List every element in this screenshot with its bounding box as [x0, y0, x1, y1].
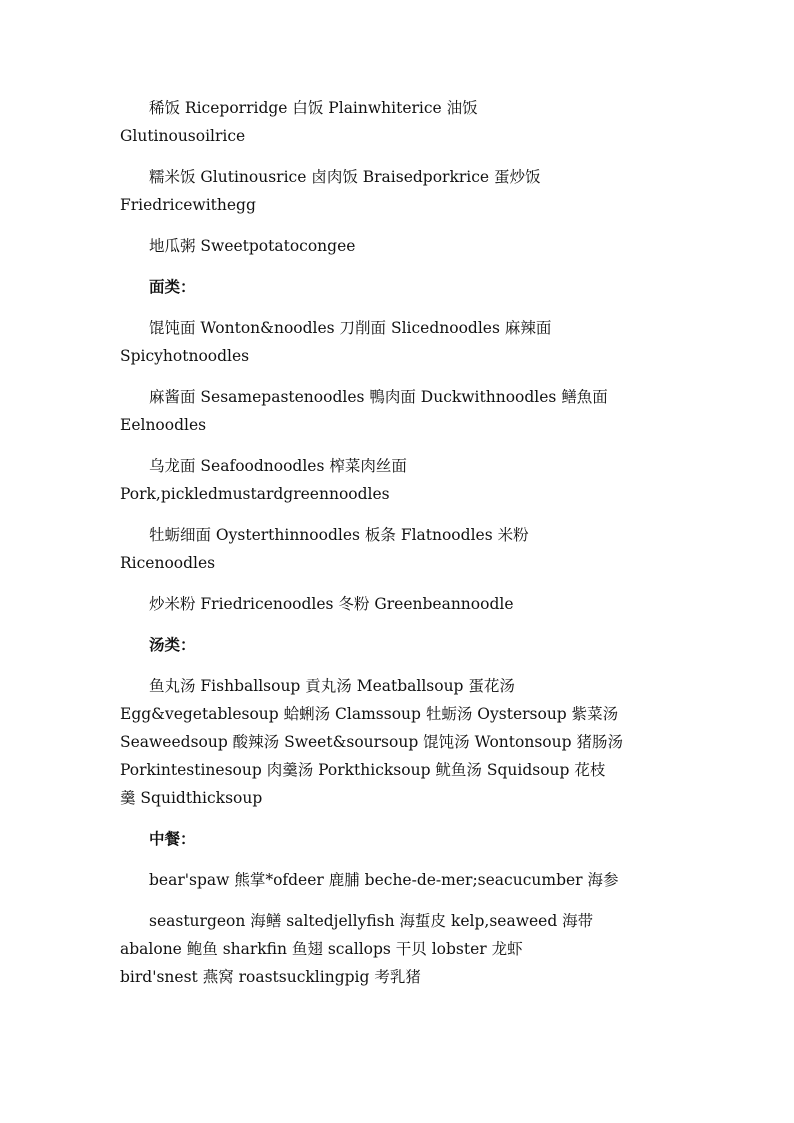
menu-line-noodles-5: 炒米粉 Friedricenoodles 冬粉 Greenbeannoodle: [149, 595, 514, 613]
menu-line-chinese-2: seasturgeon 海鳝 saltedjellyfish 海蜇皮 kelp,seaweed 海带: [149, 912, 594, 930]
menu-line-noodles-2: 麻酱面 Sesamepastenoodles 鴨肉面 Duckwithnoodles 鳝魚面: [149, 388, 608, 406]
section-heading-soups: 汤类：: [149, 636, 196, 654]
menu-line-soups-2: Egg&vegetablesoup 蛤蜊汤 Clamssoup 牡蛎汤 Oystersoup 紫菜汤: [120, 705, 619, 723]
menu-line-noodles-2-cont: Eelnoodles: [120, 416, 207, 434]
menu-line-chinese-3: abalone 鲍鱼 sharkfin 鱼翅 scallops 干贝 lobster 龙虾: [120, 940, 523, 958]
menu-line-noodles-3: 乌龙面 Seafoodnoodles 榨菜肉丝面: [149, 457, 407, 475]
menu-line-soups-4: Porkintestinesoup 肉羹汤 Porkthicksoup 鱿鱼汤 Squidsoup 花枝: [120, 761, 606, 779]
menu-line-noodles-4: 牡蛎细面 Oysterthinnoodles 板条 Flatnoodles 米粉: [149, 526, 529, 544]
menu-line-congee: 地瓜粥 Sweetpotatocongee: [149, 237, 356, 255]
menu-line-soups-3: Seaweedsoup 酸辣汤 Sweet&soursoup 馄饨汤 Wontonsoup 猪肠汤: [120, 733, 623, 751]
menu-line-soups-1: 鱼丸汤 Fishballsoup 貢丸汤 Meatballsoup 蛋花汤: [149, 677, 515, 695]
menu-line-rice-1: 稀饭 Riceporridge 白饭 Plainwhiterice 油饭: [149, 99, 478, 117]
menu-line-noodles-4-cont: Ricenoodles: [120, 554, 216, 572]
menu-line-rice-2-cont: Friedricewithegg: [120, 196, 256, 214]
menu-line-noodles-1-cont: Spicyhotnoodles: [120, 347, 250, 365]
menu-line-chinese-1: bear'spaw 熊掌*ofdeer 鹿脯 beche-de-mer;seacucumber 海参: [149, 871, 619, 889]
section-heading-noodles: 面类：: [149, 278, 196, 296]
menu-line-rice-2: 糯米饭 Glutinousrice 卤肉饭 Braisedporkrice 蛋炒饭: [149, 168, 541, 186]
section-heading-chinese-meal: 中餐：: [149, 830, 196, 848]
menu-line-noodles-1: 馄饨面 Wonton&noodles 刀削面 Slicednoodles 麻辣面: [149, 319, 552, 337]
menu-line-noodles-3-cont: Pork,pickledmustardgreennoodles: [120, 485, 390, 503]
menu-line-chinese-4: bird'snest 燕窝 roastsucklingpig 考乳猪: [120, 968, 421, 986]
menu-line-soups-5: 羹 Squidthicksoup: [120, 789, 263, 807]
menu-line-rice-1-cont: Glutinousoilrice: [120, 127, 246, 145]
